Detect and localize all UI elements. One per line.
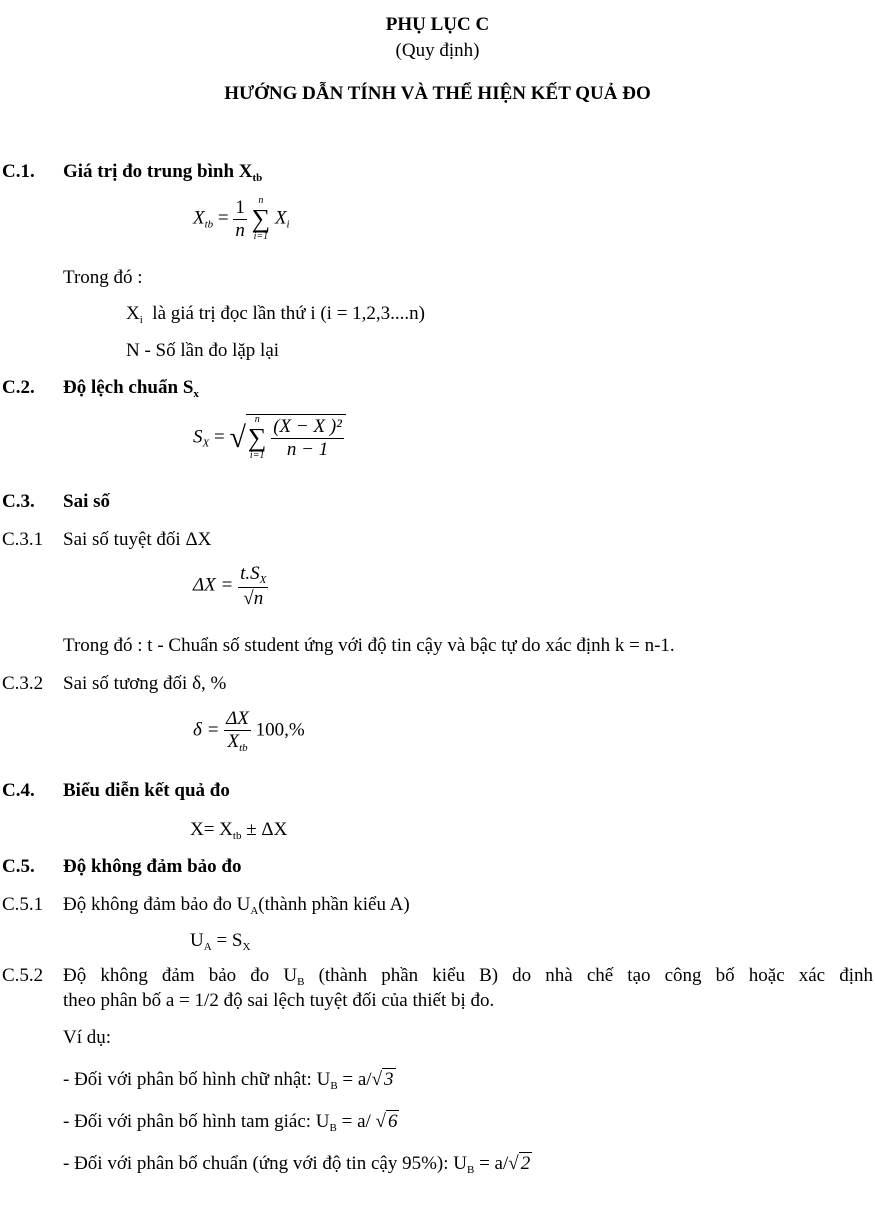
section-c3-title: Sai số [63, 491, 110, 512]
appendix-subtitle: (Quy định) [395, 40, 480, 61]
appendix-heading: HƯỚNG DẪN TÍNH VÀ THỂ HIỆN KẾT QUẢ ĐO [224, 83, 651, 104]
section-c52-number: C.5.2 [2, 965, 44, 986]
formula-result: $X= X_{tb} \pm \Delta X$ [190, 819, 288, 842]
section-c32-title: Sai số tương đối δ, % [63, 673, 227, 694]
c1-xi-description: $X_i$ là giá trị đọc lần thứ i (i = 1,2,3....n) [126, 303, 426, 326]
example-normal: - Đối với phân bố chuẩn (ứng với độ tin cậy 95%): $U_B = a/√$ 2 [63, 1153, 531, 1176]
section-c4-title: Biểu diễn kết quả đo [63, 780, 230, 801]
c31-note: Trong đó : t - Chuẩn số student ứng với độ tin cậy và bậc tự do xác định k = n-1. [63, 635, 675, 656]
section-c1-number: C.1. [2, 161, 35, 182]
section-c3-number: C.3. [2, 491, 35, 512]
section-c52-line1: Độ không đảm bảo đo $U_B$ (thành phần kiểu B) do nhà chế tạo công bố hoặc xác định [63, 965, 873, 988]
c1-where-label: Trong đó : [63, 267, 143, 288]
section-c5-title: Độ không đảm bảo đo [63, 856, 242, 877]
example-label: Ví dụ: [63, 1027, 112, 1048]
c1-n-description: N - Số lần đo lặp lại [126, 340, 280, 361]
section-c5-number: C.5. [2, 856, 35, 877]
formula-std-dev: $S_X$ = √ n ∑ i=1 $\frac{\text{(X − X )²}}{n - 1}$ [193, 414, 346, 461]
formula-absolute-error: ΔX = $\frac{t.S_X}{√n}$ [193, 563, 267, 609]
section-c31-number: C.3.1 [2, 529, 44, 550]
formula-relative-error: δ = $\frac{\Delta X}{X_{tb}}$ 100,% [193, 708, 305, 754]
formula-mean: $X_{tb}$ = $\frac{1}{n}$ n ∑ i=1 $X_i$ [193, 195, 290, 242]
section-c32-number: C.3.2 [2, 673, 44, 694]
appendix-title: PHỤ LỤC C [385, 14, 490, 35]
section-c51-number: C.5.1 [2, 894, 44, 915]
section-c31-title: Sai số tuyệt đối ΔX [63, 529, 212, 550]
section-c2-title: Độ lệch chuẩn $S_x$ [63, 377, 199, 400]
example-triangular: - Đối với phân bố hình tam giác: $U_B = a/$ √ 6 [63, 1111, 398, 1134]
section-c1-title: Giá trị đo trung bình $X_{tb}$ [63, 161, 263, 184]
example-rectangular: - Đối với phân bố hình chữ nhật: $U_B = a/√$ 3 [63, 1069, 394, 1092]
section-c4-number: C.4. [2, 780, 35, 801]
section-c52-line2: theo phân bố a = 1/2 độ sai lệch tuyệt đối của thiết bị đo. [63, 990, 495, 1011]
section-c51-text: Độ không đảm bảo đo $U_A(thành$ phần kiểu A) [63, 894, 410, 917]
formula-ua: $U_A = S_X$ [190, 930, 251, 953]
section-c2-number: C.2. [2, 377, 35, 398]
